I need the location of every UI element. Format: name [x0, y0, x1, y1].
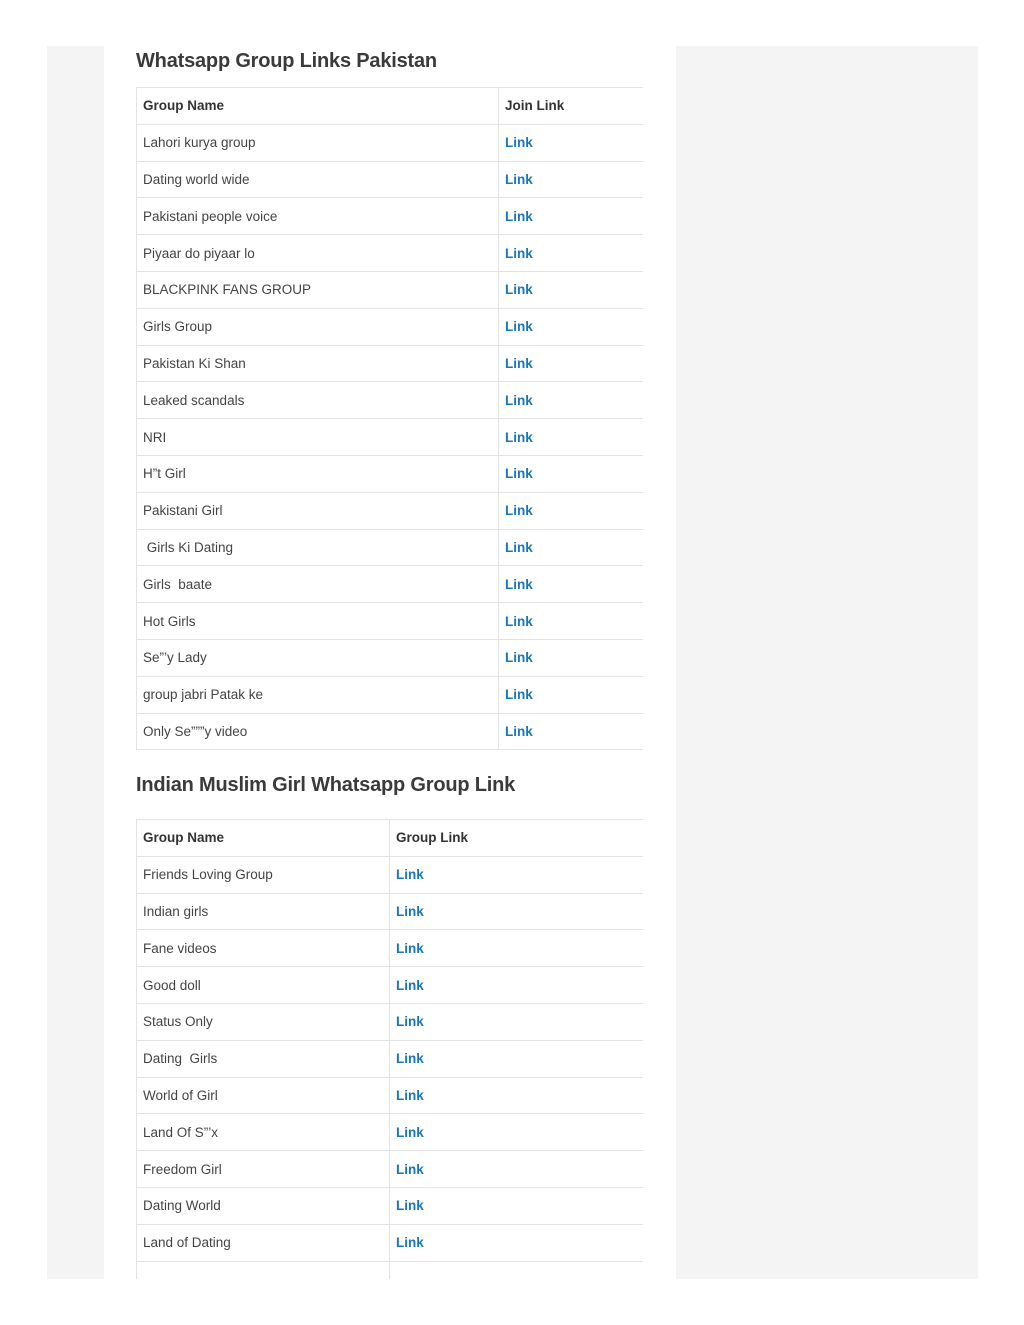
join-link-cell	[499, 713, 644, 750]
join-link[interactable]: Link	[396, 903, 424, 919]
table-row	[137, 492, 644, 529]
group-name-cell: H”t Girl	[137, 455, 499, 492]
table-row	[137, 1040, 644, 1077]
join-link-cell	[499, 419, 644, 456]
indian-groups-table	[136, 819, 643, 1279]
column-header-group-name: Group Name	[137, 820, 390, 857]
pakistan-groups-body	[137, 124, 644, 750]
table-row	[137, 308, 644, 345]
join-link-cell	[499, 308, 644, 345]
join-link-cell	[390, 1261, 644, 1279]
table-row	[137, 1003, 644, 1040]
table-row	[137, 419, 644, 456]
group-name-cell: Dating Girls	[137, 1040, 390, 1077]
group-name-cell: Land of Dating	[137, 1224, 390, 1261]
table-row	[137, 676, 644, 713]
table-row	[137, 455, 644, 492]
join-link-cell	[499, 603, 644, 640]
join-link[interactable]: Link	[505, 245, 533, 261]
join-link[interactable]: Link	[505, 171, 533, 187]
join-link-cell	[499, 382, 644, 419]
join-link[interactable]: Link	[505, 650, 533, 666]
join-link[interactable]: Link	[505, 319, 533, 335]
group-name-cell: Fane videos	[137, 930, 390, 967]
table-row	[137, 603, 644, 640]
join-link[interactable]: Link	[505, 208, 533, 224]
join-link-cell	[499, 235, 644, 272]
table-row	[137, 1151, 644, 1188]
group-name-cell: Dating World	[137, 1187, 390, 1224]
section-title-pakistan: Whatsapp Group Links Pakistan	[136, 50, 437, 72]
table-row	[137, 1224, 644, 1261]
group-name-cell: Pakistan Ki Shan	[137, 345, 499, 382]
table-row	[137, 235, 644, 272]
table-row	[137, 1261, 644, 1279]
join-link[interactable]: Link	[505, 355, 533, 371]
join-link[interactable]: Link	[505, 466, 533, 482]
join-link[interactable]: Link	[505, 539, 533, 555]
join-link[interactable]: Link	[396, 1161, 424, 1177]
join-link-cell	[390, 1224, 644, 1261]
join-link[interactable]: Link	[396, 1198, 424, 1214]
group-name-cell: Girls Ki Dating	[137, 529, 499, 566]
join-link[interactable]: Link	[396, 1051, 424, 1067]
table-row	[137, 271, 644, 308]
join-link-cell	[499, 455, 644, 492]
join-link-cell	[499, 492, 644, 529]
main-content	[136, 46, 643, 1279]
join-link[interactable]: Link	[505, 687, 533, 703]
join-link-cell	[499, 161, 644, 198]
join-link-cell	[390, 967, 644, 1004]
group-name-cell: Girls baate	[137, 566, 499, 603]
join-link[interactable]: Link	[396, 1087, 424, 1103]
group-name-cell: Lahori kurya group	[137, 124, 499, 161]
group-name-cell: Se”’y Lady	[137, 639, 499, 676]
group-name-cell: Leaked scandals	[137, 382, 499, 419]
group-name-cell: NRI	[137, 419, 499, 456]
table-row	[137, 856, 644, 893]
table-row	[137, 930, 644, 967]
table-row	[137, 967, 644, 1004]
group-name-cell: Friends Loving Group	[137, 856, 390, 893]
table-header-row	[137, 88, 644, 125]
left-gutter	[47, 46, 104, 1279]
table-row	[137, 529, 644, 566]
join-link[interactable]: Link	[396, 940, 424, 956]
group-name-cell: Only Se”””y video	[137, 713, 499, 750]
join-link-cell	[390, 1003, 644, 1040]
join-link[interactable]: Link	[505, 135, 533, 151]
join-link[interactable]: Link	[505, 282, 533, 298]
table-header-row	[137, 820, 644, 857]
indian-groups-body	[137, 856, 644, 1279]
table-row	[137, 1114, 644, 1151]
group-name-cell: Girls Group	[137, 308, 499, 345]
join-link[interactable]: Link	[505, 429, 533, 445]
join-link[interactable]: Link	[505, 503, 533, 519]
join-link-cell	[499, 529, 644, 566]
table-row	[137, 1077, 644, 1114]
join-link-cell	[390, 930, 644, 967]
join-link-cell	[499, 676, 644, 713]
join-link-cell	[499, 639, 644, 676]
group-name-cell	[137, 1261, 390, 1279]
join-link[interactable]: Link	[505, 576, 533, 592]
join-link-cell	[390, 1187, 644, 1224]
group-name-cell: Pakistani Girl	[137, 492, 499, 529]
join-link-cell	[390, 1040, 644, 1077]
join-link-cell	[499, 566, 644, 603]
column-header-join-link: Join Link	[499, 88, 644, 125]
group-name-cell: Indian girls	[137, 893, 390, 930]
right-sidebar	[676, 46, 978, 1279]
table-row	[137, 566, 644, 603]
join-link-cell	[390, 1151, 644, 1188]
table-row	[137, 639, 644, 676]
join-link-cell	[499, 345, 644, 382]
join-link[interactable]: Link	[396, 977, 424, 993]
table-row	[137, 198, 644, 235]
group-name-cell: Good doll	[137, 967, 390, 1004]
section-title-indian-muslim: Indian Muslim Girl Whatsapp Group Link	[136, 774, 516, 796]
table-row	[137, 893, 644, 930]
group-name-cell: group jabri Patak ke	[137, 676, 499, 713]
join-link-cell	[499, 124, 644, 161]
column-header-group-name: Group Name	[137, 88, 499, 125]
join-link[interactable]: Link	[396, 1124, 424, 1140]
join-link[interactable]: Link	[505, 723, 533, 739]
pakistan-groups-table	[136, 87, 643, 750]
group-name-cell: Hot Girls	[137, 603, 499, 640]
table-row	[137, 1187, 644, 1224]
group-name-cell: World of Girl	[137, 1077, 390, 1114]
join-link[interactable]: Link	[396, 867, 424, 883]
join-link-cell	[390, 856, 644, 893]
group-name-cell: Piyaar do piyaar lo	[137, 235, 499, 272]
join-link[interactable]: Link	[505, 613, 533, 629]
table-row	[137, 345, 644, 382]
join-link-cell	[390, 893, 644, 930]
join-link[interactable]: Link	[505, 392, 533, 408]
column-header-group-link: Group Link	[390, 820, 644, 857]
group-name-cell: Land Of S”’x	[137, 1114, 390, 1151]
group-name-cell: Status Only	[137, 1003, 390, 1040]
table-row	[137, 713, 644, 750]
group-name-cell: BLACKPINK FANS GROUP	[137, 271, 499, 308]
join-link-cell	[390, 1114, 644, 1151]
join-link[interactable]: Link	[396, 1235, 424, 1251]
group-name-cell: Pakistani people voice	[137, 198, 499, 235]
group-name-cell: Dating world wide	[137, 161, 499, 198]
table-row	[137, 382, 644, 419]
table-row	[137, 124, 644, 161]
table-row	[137, 161, 644, 198]
join-link-cell	[499, 198, 644, 235]
group-name-cell: Freedom Girl	[137, 1151, 390, 1188]
join-link[interactable]: Link	[396, 1014, 424, 1030]
join-link-cell	[390, 1077, 644, 1114]
join-link-cell	[499, 271, 644, 308]
